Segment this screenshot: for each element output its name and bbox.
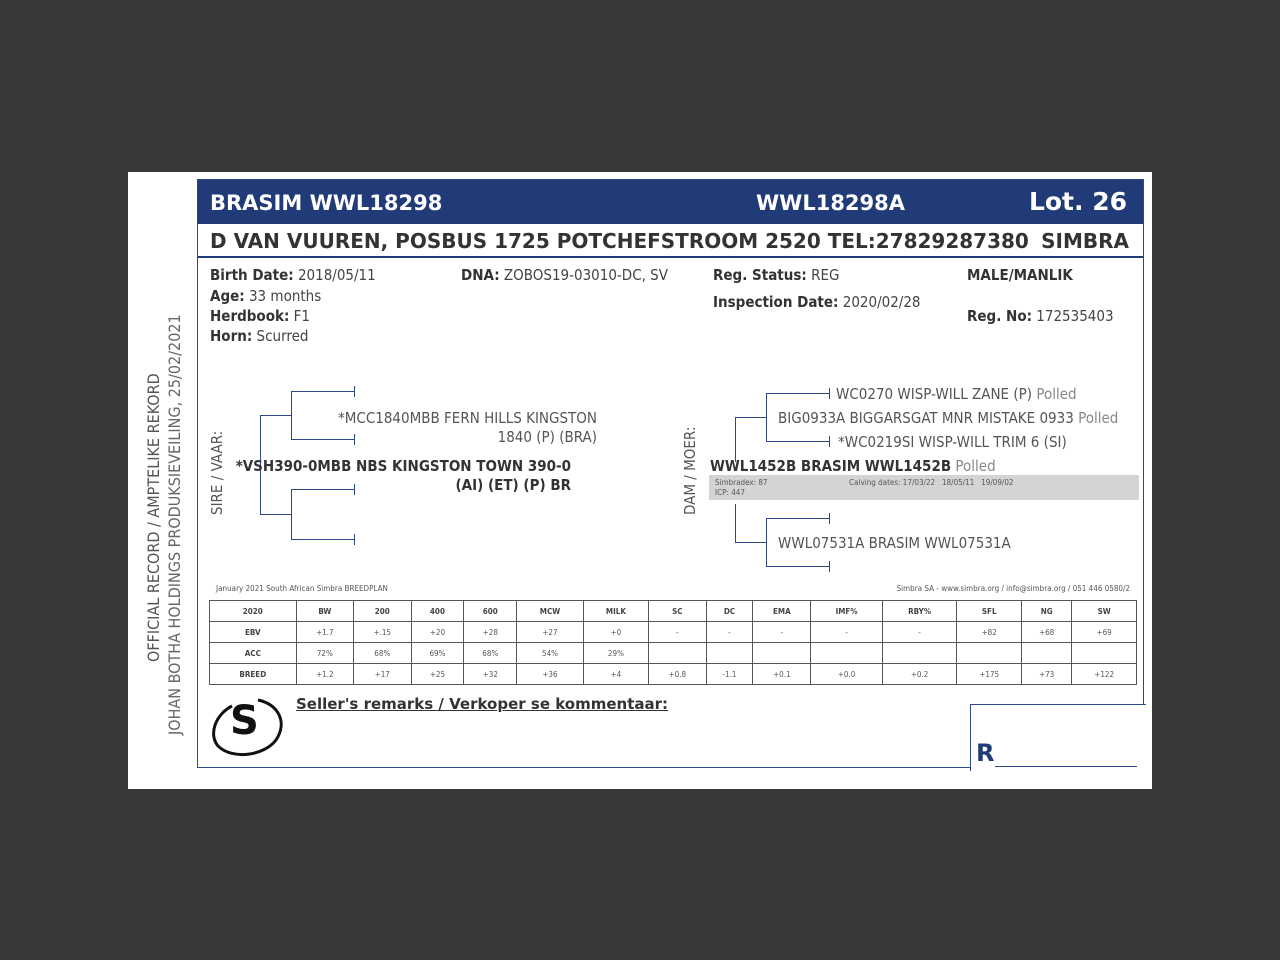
calving-dates: Calving dates: 17/03/22 18/05/11 19/09/02: [849, 478, 1014, 487]
herdbook: Herdbook: F1: [210, 307, 310, 325]
simbra-logo: [210, 694, 286, 760]
price-currency: R: [976, 739, 995, 767]
simbradex: Simbradex: 87: [715, 478, 768, 487]
price-line: [995, 766, 1137, 767]
sire-label: SIRE / VAAR:: [208, 430, 226, 515]
acc-row: ACC 72% 68% 69% 68% 54% 29%: [210, 643, 1137, 664]
dam-label: DAM / MOER:: [681, 426, 699, 515]
dam-grandsire: BIG0933A BIGGARSGAT MNR MISTAKE 0933 Polled: [778, 409, 1119, 427]
dam-bracket: [735, 417, 736, 462]
sellers-remarks-label: Seller's remarks / Verkoper se kommentaar:: [296, 695, 669, 713]
sex: MALE/MANLIK: [967, 266, 1073, 284]
logo-letter: S: [230, 698, 259, 744]
breed-row: BREED +1.2 +17 +25 +32 +36 +4 +0.8 -1.1 +0.1 +0.0 +0.2 +175 +73 +122: [210, 664, 1137, 685]
owner-details: D VAN VUUREN, POSBUS 1725 POTCHEFSTROOM 2520 TEL:27829287380: [210, 229, 1029, 253]
ebv-row: EBV +1.7 +.15 +20 +28 +27 +0 - - - - - +82 +68 +69: [210, 622, 1137, 643]
price-box: [970, 704, 1146, 771]
simbra-contact: Simbra SA - www.simbra.org / info@simbra.org / 051 446 0580/2: [896, 584, 1130, 593]
dam-name: WWL1452B BRASIM WWL1452B Polled: [710, 457, 996, 475]
dam-granddam: WWL07531A BRASIM WWL07531A: [778, 534, 1011, 552]
ebv-header-row: 2020 BW 200 400 600 MCW MILK SC DC EMA IMF% RBY% SFL NG SW: [210, 601, 1137, 622]
side-caption-official: OFFICIAL RECORD / AMPTELIKE REKORD: [144, 373, 163, 662]
reg-number: Reg. No: 172535403: [967, 307, 1114, 325]
lot-card: [128, 172, 1152, 789]
ebv-table: [209, 600, 1137, 685]
animal-name: BRASIM WWL18298: [210, 191, 443, 215]
horn: Horn: Scurred: [210, 327, 309, 345]
icp: ICP: 447: [715, 488, 745, 497]
dam-great-granddam: *WC0219SI WISP-WILL TRIM 6 (SI): [838, 433, 1067, 451]
sire-grandsire: *MCC1840MBB FERN HILLS KINGSTON 1840 (P) (BRA): [338, 409, 597, 446]
birth-date: Birth Date: 2018/05/11: [210, 266, 376, 284]
breedplan-caption: January 2021 South African Simbra BREEDPLAN: [216, 584, 388, 593]
breed-name: SIMBRA: [1041, 229, 1129, 253]
sire-name: *VSH390-0MBB NBS KINGSTON TOWN 390-0 (AI) (ET) (P) BR: [235, 457, 571, 494]
owner-bar: [198, 224, 1143, 258]
side-caption-auction: JOHAN BOTHA HOLDINGS PRODUKSIEVEILING, 25/02/2021: [165, 314, 184, 735]
age: Age: 33 months: [210, 287, 322, 305]
header-bar: [198, 180, 1143, 224]
animal-id: WWL18298A: [756, 191, 906, 215]
dam-great-grandsire: WC0270 WISP-WILL ZANE (P) Polled: [836, 385, 1077, 403]
inspection-date: Inspection Date: 2020/02/28: [713, 293, 921, 311]
dam-performance-box: [709, 475, 1139, 500]
reg-status: Reg. Status: REG: [713, 266, 840, 284]
lot-number: Lot. 26: [1028, 187, 1127, 216]
dna: DNA: ZOBOS19-03010-DC, SV: [461, 266, 668, 284]
